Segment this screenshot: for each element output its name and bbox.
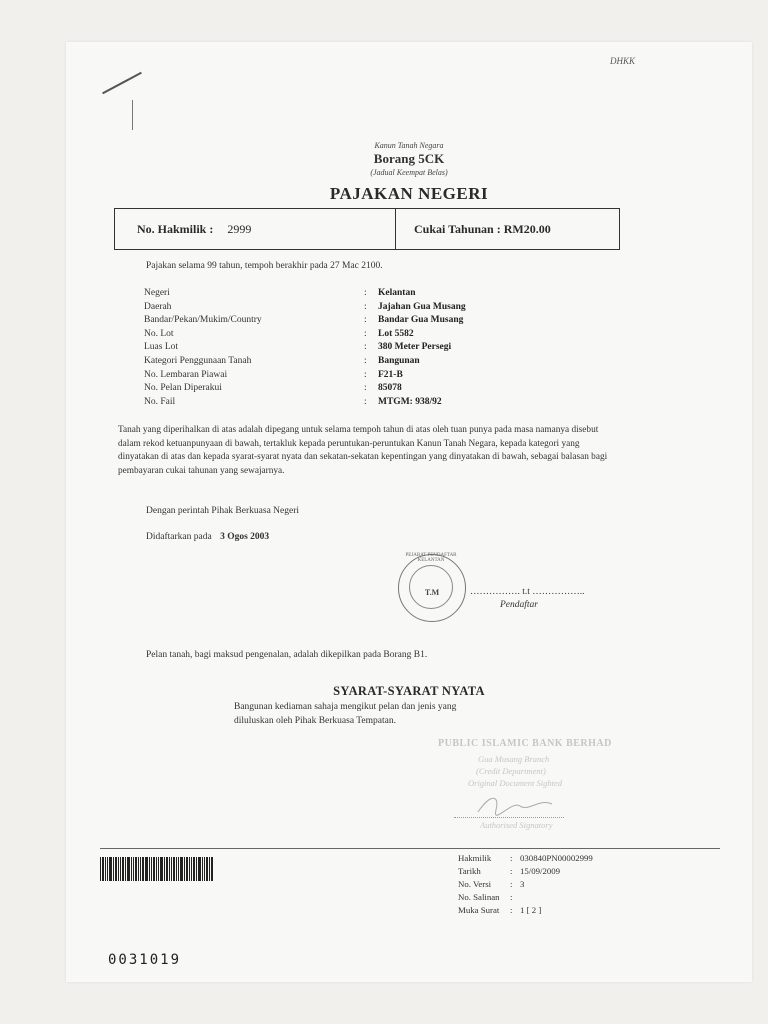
legal-paragraph: Tanah yang diperihalkan di atas adalah dipegang untuk selama tempoh tahun di atas oleh tuan punya pada masa namanya disebut dalam rekod ketuanpunyaan di bawah, tertakluk kepada peruntukan-peruntukan Kanun Tanah Negara, kepada kategori yang dinyatakan di atas dan kepada syarat-syarat nyata dan sekatan-sekatan kepentingan yang dinyatakan di bawah, sebagai balasan bagi pembayaran cukai tahunan yang sewajarnya.	[118, 425, 608, 476]
doc-code: DHKK	[610, 56, 636, 66]
field-row: Luas Lot : 380 Meter Persegi	[144, 342, 452, 353]
conditions-text: Bangunan kediaman sahaja mengikut pelan dan jenis yang	[234, 702, 457, 712]
footer-divider	[100, 848, 720, 849]
field-row: No. Lot : Lot 5582	[144, 328, 414, 339]
hakmilik-label: No. Hakmilik :	[137, 221, 214, 236]
field-row: No. Lembaran Piawai : F21-B	[144, 369, 403, 380]
page-title: PAJAKAN NEGERI	[329, 184, 489, 203]
field-row: Negeri : Kelantan	[144, 288, 416, 298]
bank-signature	[470, 790, 560, 818]
cukai-label: Cukai Tahunan : RM20.00	[414, 221, 551, 236]
bank-stamp-note: Original Document Sighted	[468, 778, 562, 788]
hakmilik-cell	[115, 209, 396, 249]
signature-dots: ……………. t.t ……………..	[470, 587, 585, 597]
bank-stamp-branch: Gua Musang Branch	[478, 754, 550, 764]
order-line: Dengan perintah Pihak Berkuasa Negeri	[146, 506, 300, 516]
document-page	[66, 42, 752, 982]
field-row: Bandar/Pekan/Mukim/Country : Bandar Gua Musang	[144, 315, 464, 326]
hakmilik-value: 2999	[227, 221, 252, 236]
title-box	[114, 208, 620, 250]
conditions-title: SYARAT-SYARAT NYATA	[333, 684, 485, 698]
act-name: Kanun Tanah Negara	[374, 141, 444, 150]
meta-row: Tarikh : 15/09/2009	[458, 866, 561, 876]
cukai-cell	[396, 209, 619, 249]
signature-line	[454, 817, 564, 818]
meta-row: Muka Surat : 1 [ 2 ]	[458, 905, 542, 915]
bank-stamp-name: PUBLIC ISLAMIC BANK BERHAD	[438, 738, 612, 749]
meta-row: No. Versi : 3	[458, 879, 525, 889]
field-row: No. Pelan Diperakui : 85078	[144, 383, 402, 394]
bank-stamp-dept: (Credit Department)	[476, 766, 546, 776]
meta-row: No. Salinan :	[458, 892, 513, 902]
registered-date: 3 Ogos 2003	[220, 532, 270, 542]
registrar-label: Pendaftar	[500, 600, 538, 610]
schedule-name: (Jadual Keempat Belas)	[370, 168, 448, 177]
pen-mark	[132, 100, 133, 130]
handwritten-number: 0031019	[108, 952, 182, 968]
pen-mark	[102, 72, 142, 94]
meta-row: Hakmilik : 030840PN00002999	[458, 853, 593, 863]
field-row: Daerah : Jajahan Gua Musang	[144, 301, 466, 312]
conditions-text: diluluskan oleh Pihak Berkuasa Tempatan.	[234, 716, 396, 726]
registered-label: Didaftarkan pada	[146, 532, 212, 542]
barcode	[100, 857, 234, 881]
bank-stamp-sign: Authorised Signatory	[480, 820, 553, 830]
stamp-ring-text: PEJABAT PENDAFTAR KELANTAN	[405, 553, 457, 563]
field-row: No. Fail : MTGM: 938/92	[144, 396, 442, 407]
registered-line	[146, 532, 269, 542]
stamp-text: T.M	[424, 588, 440, 597]
form-name: Borang 5CK	[373, 151, 445, 166]
registry-stamp	[398, 554, 466, 622]
lease-line: Pajakan selama 99 tahun, tempoh berakhir pada 27 Mac 2100.	[146, 261, 383, 271]
plan-line: Pelan tanah, bagi maksud pengenalan, adalah dikepilkan pada Borang B1.	[146, 650, 428, 660]
field-row: Kategori Penggunaan Tanah : Bangunan	[144, 356, 420, 366]
